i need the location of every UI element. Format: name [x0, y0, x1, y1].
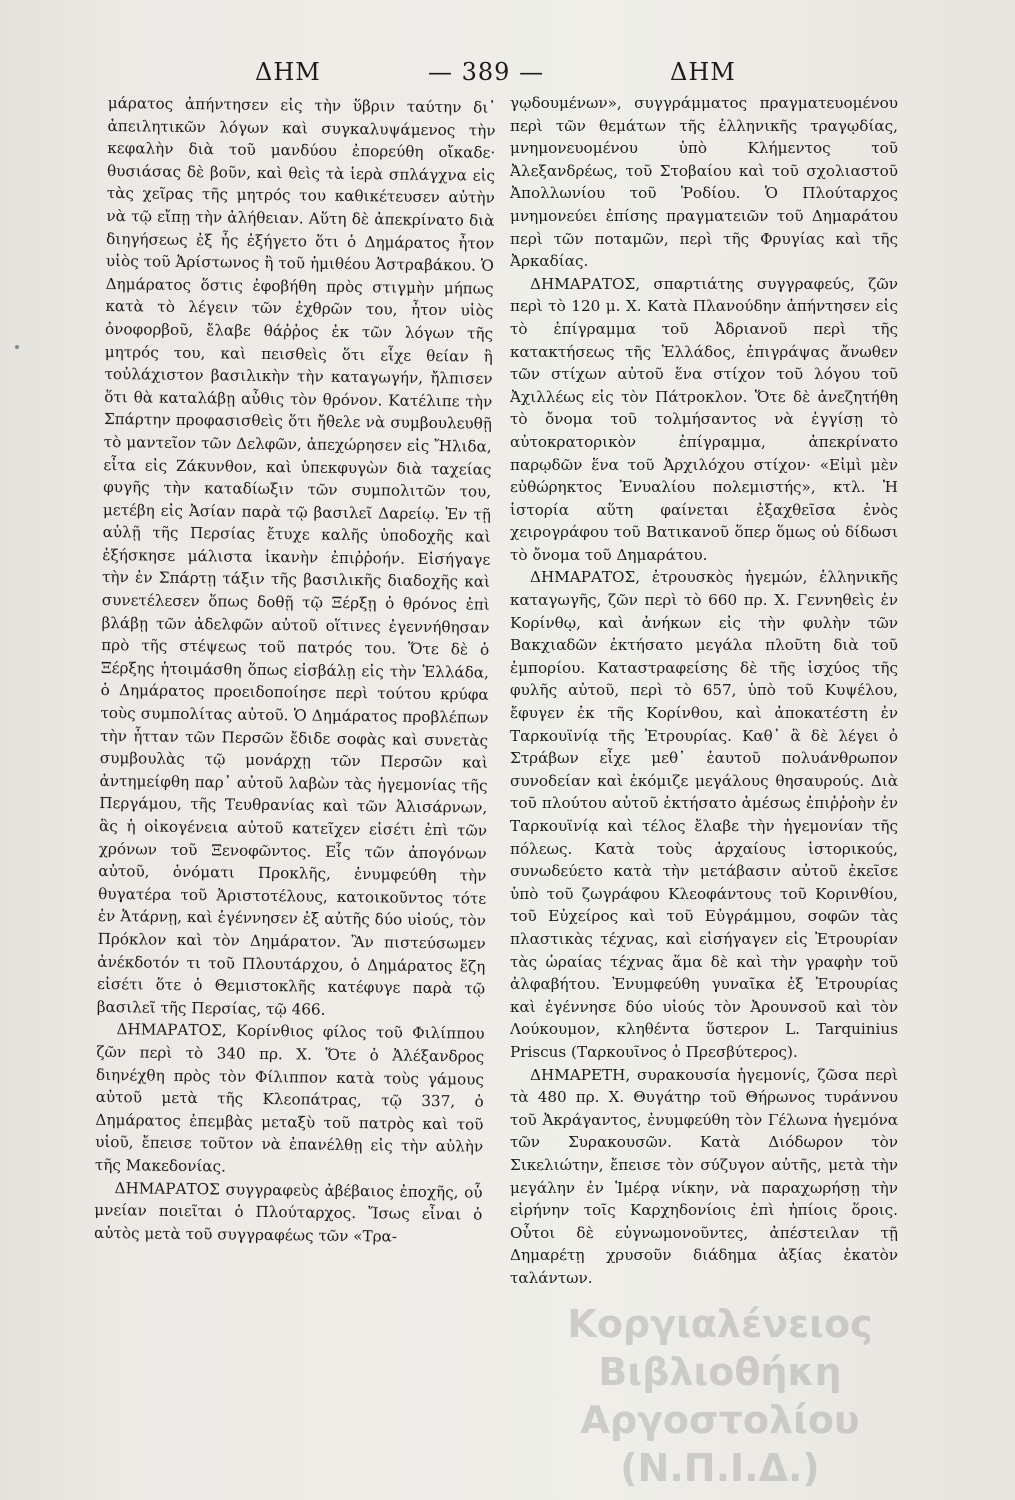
left-paragraph: ΔΗΜΑΡΑΤΟΣ συγγραφεὺς ἀβέβαιος ἐποχῆς, οὗ μνείαν ποιεῖται ὁ Πλούταρχος. Ἴσως εἶναι ὁ αὐτὸς μετὰ τοῦ συγγραφέως τῶν «Τρα- [93, 1178, 483, 1246]
right-paragraph: ΔΗΜΑΡΑΤΟΣ, σπαρτιάτης συγγραφεύς, ζῶν περὶ τὸ 120 μ. Χ. Κατὰ Πλανούδην ἀπήντησεν εἰς τὸ ἐπίγραμμα τοῦ Ἀδριανοῦ περὶ τῆς κατακτήσεως τῆς Ἑλλάδος, ἐπιγράψας ἄνωθεν τῶν στίχων αὐτοῦ ἕνα στίχον τοῦ λόγου τοῦ Ἀχιλλέως εἰς τὸν Πάτροκλον. Ὅτε δὲ ἀνεζητήθη τὸ ὄνομα τοῦ τολμήσαντος νὰ ἐγγίσῃ τὸ αὐτοκρατορικὸν ἐπίγραμμα, ἀπεκρίνατο παρῳδῶν ἕνα τοῦ Ἀρχιλόχου στίχον· «Εἰμὶ μὲν εὐθώρηκτος Ἐνυαλίου πολεμιστής», κτλ. Ἡ ἱστορία αὕτη φαίνεται ἐξαχθεῖσα ἐνὸς χειρογράφου τοῦ Βατικανοῦ ὅπερ ὅμως οὐ δίδωσι τὸ ὄνομα τοῦ Δημαράτου. [510, 274, 898, 564]
right-paragraph: ΔΗΜΑΡΕΤΗ, συρακουσία ἡγεμονίς, ζῶσα περὶ τὰ 480 πρ. Χ. Θυγάτηρ τοῦ Θήρωνος τυράννου τοῦ Ἀκράγαντος, ἐνυμφεύθη τὸν Γέλωνα ἡγεμόνα τῶν Συρακουσῶν. Κατὰ Διόδωρον τὸν Σικελιώτην, ἔπεισε τὸν σύζυγον αὐτῆς, μετὰ τὴν μεγάλην ἐν Ἱμέρᾳ νίκην, νὰ παραχωρήσῃ τὴν εἰρήνην τοῖς Καρχηδονίοις ἐπὶ ἠπίοις ὅροις. Οὗτοι δὲ εὐγνωμονοῦντες, ἀπέστειλαν τῇ Δημαρέτῃ χρυσοῦν διάδημα ἀξίας ἑκατὸν ταλάντων. [510, 1065, 898, 1287]
right-column [510, 92, 898, 1289]
page-number: — 389 — [428, 58, 545, 86]
header-right-keyword: ΔΗΜ [670, 58, 736, 86]
left-column [94, 92, 496, 1249]
left-paragraph: ΔΗΜΑΡΑΤΟΣ, Κορίνθιος φίλος τοῦ Φιλίππου ζῶν περὶ τὸ 340 πρ. Χ. Ὅτε ὁ Ἀλέξανδρος διηνέχθη πρὸς τὸν Φίλιππον κατὰ τοὺς γάμους αὐτοῦ μετὰ τῆς Κλεοπάτρας, τῷ 337, ὁ Δημάρατος ἐπεμβὰς μεταξὺ τοῦ πατρὸς καὶ τοῦ υἱοῦ, ἔπεισε τοῦτον νὰ ἐπανέλθῃ εἰς τὴν αὐλὴν τῆς Μακεδονίας. [94, 1020, 485, 1176]
right-paragraph: ΔΗΜΑΡΑΤΟΣ, ἐτρουσκὸς ἡγεμών, ἑλληνικῆς καταγωγῆς, ζῶν περὶ τὸ 660 πρ. Χ. Γεννηθεὶς ἐν Κορίνθῳ, καὶ ἀνήκων εἰς τὴν φυλὴν τῶν Βακχιαδῶν ἐκτήσατο μεγάλα πλοῦτη διὰ τοῦ ἐμπορίου. Καταστραφείσης δὲ τῆς ἰσχύος τῆς φυλῆς αὐτοῦ, περὶ τὸ 657, ὑπὸ τοῦ Κυψέλου, ἔφυγεν ἐκ τῆς Κορίνθου, καὶ ἀποκατέστη ἐν Ταρκουϊνίᾳ τῆς Ἐτρουρίας. Καθ᾽ ἃ δὲ λέγει ὁ Στράβων εἶχε μεθ᾽ ἑαυτοῦ πολυάνθρωπον συνοδείαν καὶ ἐκόμιζε μεγάλους θησαυρούς. Διὰ τοῦ πλούτου αὐτοῦ ἐκτήσατο ἀμέσως ἐπιῤῥοὴν ἐν Ταρκουϊνίᾳ καὶ τέλος ἔλαβε τὴν ἡγεμονίαν τῆς πόλεως. Κατὰ τοὺς ἀρχαίους ἱστορικούς, συνωδεύετο κατὰ τὴν μετάβασιν αὐτοῦ ἐκεῖσε ὑπὸ τοῦ ζωγράφου Κλεοφάντους τοῦ Κορινθίου, τοῦ Εὐχείρος καὶ τοῦ Εὐγράμμου, σοφῶν τὰς πλαστικὰς τέχνας, καὶ εἰσήγαγεν εἰς Ἐτρουρίαν τὰς ὡραίας τέχνας ἅμα δὲ καὶ τὴν γραφὴν τοῦ ἀλφαβήτου. Ἐνυμφεύθη γυναῖκα ἐξ Ἐτρουρίας καὶ ἐγέννησε δύο υἱούς τὸν Ἀρουνσοῦ καὶ τὸν Λούκουμον, κληθέντα ὕστερον L. Tarquinius Priscus (Ταρκουῖνος ὁ Πρεσβύτερος). [510, 568, 898, 1061]
left-paragraph: μάρατος ἀπήντησεν εἰς τὴν ὕβριν ταύτην δι᾽ ἀπειλητικῶν λόγων καὶ συγκαλυψάμενος τὴν κεφαλὴν διὰ τοῦ μανδύου ἐπορεύθη οἴκαδε· θυσιάσας δὲ βοῦν, καὶ θεὶς τὰ ἱερὰ σπλάγχνα εἰς τὰς χεῖρας τῆς μητρός του καθικέτευσεν αὐτὴν νὰ τῷ εἴπῃ τὴν ἀλήθειαν. Αὕτη δὲ ἀπεκρίνατο διὰ διηγήσεως ἐξ ἧς ἐξήγετο ὅτι ὁ Δημάρατος ἦτον υἱὸς τοῦ Ἀρίστωνος ἢ τοῦ ἡμιθέου Ἀστραβάκου. Ὁ Δημάρατος ὅστις ἐφοβήθη πρὸς στιγμὴν μήπως κατὰ τὸ λέγειν τῶν ἐχθρῶν του, ἦτον υἱὸς ὀνοφορβοῦ, ἔλαβε θάῤῥος ἐκ τῶν λόγων τῆς μητρός του, καὶ πεισθεὶς ὅτι εἶχε θείαν ἢ τοὐλάχιστον βασιλικὴν τὴν καταγωγήν, ἤλπισεν ὅτι θὰ καταλάβῃ αὖθις τὸν θρόνον. Κατέλιπε τὴν Σπάρτην προφασισθεὶς ὅτι ἤθελε νὰ συμβουλευθῇ τὸ μαντεῖον τῶν Δελφῶν, ἀπεχώρησεν εἰς Ἤλιδα, εἶτα εἰς Ζάκυνθον, καὶ ὑπεκφυγὼν διὰ ταχείας φυγῆς τὴν καταδίωξιν τῶν συμπολιτῶν του, μετέβη εἰς Ἀσίαν παρὰ τῷ βασιλεῖ Δαρείῳ. Ἐν τῇ αὐλῇ τῆς Περσίας ἔτυχε καλῆς ὑποδοχῆς καὶ ἐξήσκησε μάλιστα ἱκανὴν ἐπιῤῥοήν. Εἰσήγαγε τὴν ἐν Σπάρτῃ τάξιν τῆς βασιλικῆς διαδοχῆς καὶ συνετέλεσεν ὅπως δοθῇ τῷ Ξέρξῃ ὁ θρόνος ἐπὶ βλάβῃ τῶν ἀδελφῶν αὐτοῦ οἵτινες ἐγεννήθησαν πρὸ τῆς στέψεως τοῦ πατρός του. Ὅτε δὲ ὁ Ξέρξης ἡτοιμάσθη ὅπως εἰσβάλῃ εἰς τὴν Ἑλλάδα, ὁ Δημάρατος προειδοποίησε περὶ τούτου κρύφα τοὺς συμπολίτας αὐτοῦ. Ὁ Δημάρατος προβλέπων τὴν ἧτταν τῶν Περσῶν ἔδιδε σοφὰς καὶ συνετὰς συμβουλὰς τῷ μονάρχῃ τῶν Περσῶν καὶ ἀντημείφθη παρ᾽ αὐτοῦ λαβὼν τὰς ἡγεμονίας τῆς Περγάμου, τῆς Τευθρανίας καὶ τῶν Ἀλισάρνων, ἃς ἡ οἰκογένεια αὐτοῦ κατεῖχεν εἰσέτι ἐπὶ τῶν χρόνων τοῦ Ξενοφῶντος. Εἷς τῶν ἀπογόνων αὐτοῦ, ὀνόματι Προκλῆς, ἐνυμφεύθη τὴν θυγατέρα τοῦ Ἀριστοτέλους, κατοικοῦντος τότε ἐν Ἀτάρνῃ, καὶ ἐγέννησεν ἐξ αὐτῆς δύο υἱούς, τὸν Πρόκλον καὶ τὸν Δημάρατον. Ἂν πιστεύσωμεν ἀνέκδοτόν τι τοῦ Πλουτάρχου, ὁ Δημάρατος ἔζη εἰσέτι ὅτε ὁ Θεμιστοκλῆς κατέφυγε παρὰ τῷ βασιλεῖ τῆς Περσίας, τῷ 466. [96, 93, 496, 1019]
right-paragraph: γῳδουμένων», συγγράμματος πραγματευομένου περὶ τῶν θεμάτων τῆς ἑλληνικῆς τραγῳδίας, μνημονευομένου ὑπὸ Κλήμεντος τοῦ Ἀλεξανδρέως, τοῦ Στοβαίου καὶ τοῦ σχολιαστοῦ Ἀπολλωνίου τοῦ Ῥοδίου. Ὁ Πλούταρχος μνημονεύει ἐπίσης πραγματειῶν τοῦ Δημαράτου περὶ τῶν ποταμῶν, περὶ τῆς Φρυγίας καὶ τῆς Ἀρκαδίας. [510, 94, 898, 271]
header-left-keyword: ΔΗΜ [255, 58, 321, 86]
library-watermark: Κοργιαλένειος Βιβλιοθήκη Αργοστολίου (Ν.Π.Ι.Δ.) [567, 1302, 873, 1490]
margin-dot [15, 345, 19, 349]
